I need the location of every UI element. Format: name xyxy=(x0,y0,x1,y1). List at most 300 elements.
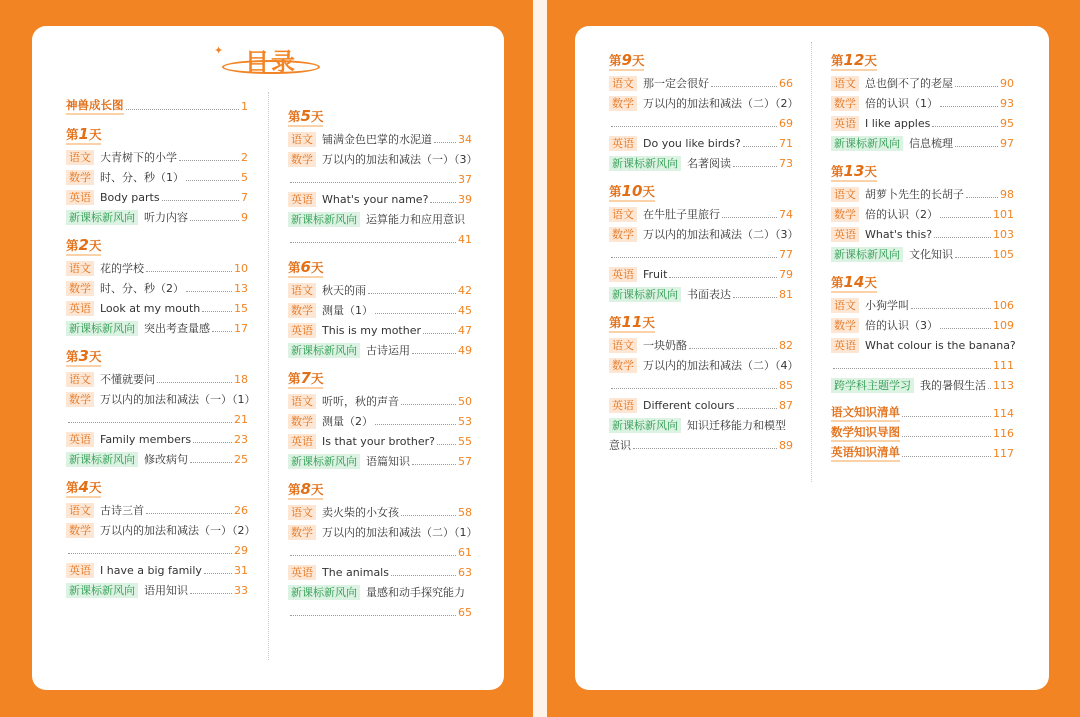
subject-tag: 语文 xyxy=(66,150,94,165)
toc-entry[interactable] xyxy=(66,449,248,469)
subject-tag: 语文 xyxy=(66,372,94,387)
toc-entry[interactable] xyxy=(609,244,793,264)
entry-title: 语篇知识 xyxy=(366,455,410,468)
entry-title: 总也倒不了的老屋 xyxy=(865,77,953,90)
entry-title: What's this? xyxy=(865,227,933,241)
toc-entry[interactable] xyxy=(66,500,248,520)
dot-leader xyxy=(940,106,998,107)
entry-title: Fruit xyxy=(643,267,668,281)
entry-title: 倍的认识（2） xyxy=(865,208,938,221)
page-number: 7 xyxy=(241,190,248,204)
appendix-label: 英语知识清单 xyxy=(831,444,900,462)
subject-tag: 语文 xyxy=(66,503,94,518)
subject-tag: 新课标新风向 xyxy=(831,136,903,151)
dot-leader xyxy=(193,442,232,443)
day-number: 6 xyxy=(300,258,311,276)
toc-entry[interactable] xyxy=(831,113,1014,133)
subject-tag: 语文 xyxy=(609,207,637,222)
page-number: 45 xyxy=(458,303,472,317)
entry-title: 万以内的加法和减法（二）（1） xyxy=(322,526,478,539)
page-number: 114 xyxy=(993,406,1014,420)
toc-entry[interactable] xyxy=(288,562,472,582)
subject-tag: 新课标新风向 xyxy=(609,287,681,302)
subject-tag: 新课标新风向 xyxy=(288,454,360,469)
toc-entry[interactable] xyxy=(288,522,478,542)
dot-leader xyxy=(955,257,991,258)
page-number: 103 xyxy=(993,227,1014,241)
day-heading: 第7天 xyxy=(288,369,324,387)
dot-leader xyxy=(190,462,232,463)
page-number: 101 xyxy=(993,207,1014,221)
toc-entry[interactable] xyxy=(609,335,793,355)
entry-title: What's your name? xyxy=(322,192,429,206)
dot-leader xyxy=(902,436,991,437)
subject-tag: 数学 xyxy=(288,525,316,540)
dot-leader xyxy=(722,217,777,218)
page-number: 73 xyxy=(779,156,793,170)
toc-entry[interactable] xyxy=(66,520,256,540)
day-number: 4 xyxy=(78,478,89,496)
page-number: 18 xyxy=(234,372,248,386)
page-number: 2 xyxy=(241,150,248,164)
dot-leader xyxy=(611,126,777,127)
day-number: 12 xyxy=(843,51,865,69)
toc-entry[interactable] xyxy=(609,204,793,224)
subject-tag: 数学 xyxy=(831,207,859,222)
subject-tag: 语文 xyxy=(66,261,94,276)
toc-entry[interactable] xyxy=(66,389,256,409)
dot-leader xyxy=(190,220,239,221)
toc-entry[interactable] xyxy=(66,207,248,227)
dot-leader xyxy=(611,257,777,258)
page-number: 42 xyxy=(458,283,472,297)
dot-leader xyxy=(743,146,777,147)
subject-tag: 新课标新风向 xyxy=(66,452,138,467)
dot-leader xyxy=(126,109,240,110)
toc-entry[interactable] xyxy=(288,391,472,411)
entry-title: 测量（1） xyxy=(322,304,373,317)
page-number: 37 xyxy=(458,172,472,186)
subject-tag: 数学 xyxy=(66,281,94,296)
dot-leader xyxy=(611,388,777,389)
dot-leader xyxy=(412,353,456,354)
toc-entry[interactable] xyxy=(66,369,248,389)
dot-leader xyxy=(179,160,239,161)
subject-tag: 英语 xyxy=(288,192,316,207)
page-number: 82 xyxy=(779,338,793,352)
book-spine xyxy=(533,0,547,717)
dot-leader xyxy=(290,242,456,243)
subject-tag: 数学 xyxy=(288,303,316,318)
toc-entry[interactable] xyxy=(609,133,793,153)
page-number: 55 xyxy=(458,434,472,448)
dot-leader xyxy=(934,237,991,238)
page-number: 13 xyxy=(234,281,248,295)
page-number: 113 xyxy=(993,378,1014,392)
subject-tag: 数学 xyxy=(288,152,316,167)
day-heading: 第5天 xyxy=(288,107,324,125)
page-number: 39 xyxy=(458,192,472,206)
subject-tag: 英语 xyxy=(609,267,637,282)
appendix-label: 数学知识导图 xyxy=(831,424,900,442)
toc-entry[interactable] xyxy=(831,133,1014,153)
page-number: 65 xyxy=(458,605,472,619)
page-number: 58 xyxy=(458,505,472,519)
toc-entry[interactable] xyxy=(609,435,793,455)
toc-entry[interactable] xyxy=(831,355,1014,375)
toc-entry[interactable] xyxy=(66,278,248,298)
entry-title: Body parts xyxy=(100,190,160,204)
page-number: 105 xyxy=(993,247,1014,261)
toc-entry[interactable] xyxy=(831,295,1014,315)
entry-title: 突出考查量感 xyxy=(144,322,210,335)
page-number: 87 xyxy=(779,398,793,412)
page-number: 49 xyxy=(458,343,472,357)
entry-title: 倍的认识（3） xyxy=(865,319,938,332)
day-heading: 第6天 xyxy=(288,258,324,276)
left-column-1 xyxy=(66,96,256,600)
subject-tag: 新课标新风向 xyxy=(66,583,138,598)
page-number: 26 xyxy=(234,503,248,517)
column-divider xyxy=(811,42,812,482)
dot-leader xyxy=(186,180,239,181)
toc-entry[interactable] xyxy=(609,395,793,415)
entry-title: 信息梳理 xyxy=(909,137,953,150)
day-heading: 第10天 xyxy=(609,182,655,200)
subject-tag: 英语 xyxy=(66,432,94,447)
entry-title: 古诗三首 xyxy=(100,504,144,517)
toc-title xyxy=(214,42,320,76)
subject-tag: 数学 xyxy=(609,227,637,242)
toc-entry[interactable] xyxy=(831,315,1014,335)
toc-entry[interactable] xyxy=(609,153,793,173)
dot-leader xyxy=(157,382,232,383)
dot-leader xyxy=(186,291,232,292)
page-number: 93 xyxy=(1000,96,1014,110)
page-number: 89 xyxy=(779,438,793,452)
entry-title: 听听，秋的声音 xyxy=(322,395,399,408)
entry-title: 铺满金色巴掌的水泥道 xyxy=(322,133,432,146)
right-column-1 xyxy=(609,42,799,455)
entry-title: 在牛肚子里旅行 xyxy=(643,208,720,221)
dot-leader xyxy=(633,448,777,449)
day-heading: 第13天 xyxy=(831,162,877,180)
toc-entry[interactable] xyxy=(66,429,248,449)
subject-tag: 语文 xyxy=(831,76,859,91)
dot-leader xyxy=(940,328,991,329)
column-divider xyxy=(268,92,269,660)
toc-entry[interactable] xyxy=(288,209,472,229)
page-title: 目录 xyxy=(245,48,297,76)
dot-leader xyxy=(733,166,777,167)
toc-entry[interactable] xyxy=(288,189,472,209)
entry-title: Different colours xyxy=(643,398,735,412)
entry-title: Do you like birds? xyxy=(643,136,741,150)
subject-tag: 语文 xyxy=(288,394,316,409)
dot-leader xyxy=(162,200,239,201)
subject-tag: 新课标新风向 xyxy=(288,212,360,227)
entry-title: Look at my mouth xyxy=(100,301,201,315)
entry-title: What colour is the banana? xyxy=(865,338,1016,352)
toc-entry[interactable] xyxy=(66,318,248,338)
subject-tag: 英语 xyxy=(66,301,94,316)
subject-tag: 英语 xyxy=(288,565,316,580)
dot-leader xyxy=(940,217,991,218)
right-column-2 xyxy=(831,42,1014,463)
day-heading: 第8天 xyxy=(288,480,324,498)
toc-entry[interactable] xyxy=(288,229,472,249)
toc-entry[interactable] xyxy=(609,73,793,93)
subject-tag: 语文 xyxy=(288,283,316,298)
page-number: 97 xyxy=(1000,136,1014,150)
entry-title: 万以内的加法和减法（二）（2） xyxy=(643,97,799,110)
toc-entry[interactable] xyxy=(288,411,472,431)
entry-title: 运算能力和应用意识 xyxy=(366,213,465,226)
day-heading: 第3天 xyxy=(66,347,102,365)
subject-tag: 语文 xyxy=(831,298,859,313)
dot-leader xyxy=(902,416,991,417)
dot-leader xyxy=(689,348,777,349)
dot-leader xyxy=(190,593,232,594)
toc-entry[interactable] xyxy=(288,582,472,602)
toc-entry-appendix[interactable] xyxy=(831,403,1014,423)
subject-tag: 英语 xyxy=(831,227,859,242)
entry-title: I like apples xyxy=(865,116,931,130)
page-number: 25 xyxy=(234,452,248,466)
toc-entry[interactable] xyxy=(66,409,248,429)
entry-title: 书面表达 xyxy=(687,288,731,301)
page-number: 15 xyxy=(234,301,248,315)
toc-entry[interactable] xyxy=(66,187,248,207)
day-heading: 第11天 xyxy=(609,313,655,331)
page-number: 109 xyxy=(993,318,1014,332)
day-number: 8 xyxy=(300,480,311,498)
subject-tag: 语文 xyxy=(609,76,637,91)
page-number: 5 xyxy=(241,170,248,184)
subject-tag: 语文 xyxy=(288,505,316,520)
toc-entry[interactable] xyxy=(831,73,1014,93)
toc-entry[interactable] xyxy=(288,169,472,189)
toc-entry[interactable] xyxy=(609,355,799,375)
entry-title: 时、分、秒（2） xyxy=(100,282,184,295)
day-heading: 第2天 xyxy=(66,236,102,254)
entry-title: 量感和动手探究能力 xyxy=(366,586,465,599)
entry-title: 古诗运用 xyxy=(366,344,410,357)
entry-title: Family members xyxy=(100,432,192,446)
entry-title: 胡萝卜先生的长胡子 xyxy=(865,188,964,201)
day-number: 14 xyxy=(843,273,865,291)
entry-title: Is that your brother? xyxy=(322,434,435,448)
toc-entry[interactable] xyxy=(831,93,1014,113)
dot-leader xyxy=(290,182,456,183)
toc-entry[interactable] xyxy=(288,602,472,622)
dot-leader xyxy=(412,464,456,465)
page-number: 23 xyxy=(234,432,248,446)
subject-tag: 数学 xyxy=(831,96,859,111)
subject-tag: 跨学科主题学习 xyxy=(831,378,914,393)
dot-leader xyxy=(669,277,777,278)
entry-title: 大青树下的小学 xyxy=(100,151,177,164)
entry-title: 小狗学叫 xyxy=(865,299,909,312)
dot-leader xyxy=(430,202,456,203)
dot-leader xyxy=(711,86,777,87)
page-number: 57 xyxy=(458,454,472,468)
dot-leader xyxy=(146,513,232,514)
page-number: 41 xyxy=(458,232,472,246)
toc-entry[interactable] xyxy=(288,340,472,360)
page-number: 81 xyxy=(779,287,793,301)
toc-entry[interactable] xyxy=(66,167,248,187)
dot-leader xyxy=(423,333,456,334)
day-number: 11 xyxy=(621,313,643,331)
day-heading: 第1天 xyxy=(66,125,102,143)
dot-leader xyxy=(68,553,232,554)
subject-tag: 英语 xyxy=(609,136,637,151)
page-number: 74 xyxy=(779,207,793,221)
entry-title: 名著阅读 xyxy=(687,157,731,170)
subject-tag: 数学 xyxy=(66,170,94,185)
subject-tag: 英语 xyxy=(288,434,316,449)
subject-tag: 英语 xyxy=(66,190,94,205)
dot-leader xyxy=(437,444,456,445)
entry-title: 时、分、秒（1） xyxy=(100,171,184,184)
subject-tag: 数学 xyxy=(66,392,94,407)
toc-entry[interactable] xyxy=(831,224,1014,244)
toc-entry[interactable] xyxy=(66,147,248,167)
toc-entry[interactable] xyxy=(66,298,248,318)
dot-leader xyxy=(434,142,456,143)
day-number: 10 xyxy=(621,182,643,200)
toc-entry[interactable] xyxy=(288,149,478,169)
toc-entry[interactable] xyxy=(831,184,1014,204)
page-number: 116 xyxy=(993,426,1014,440)
toc-entry[interactable] xyxy=(66,540,248,560)
dot-leader xyxy=(955,146,998,147)
subject-tag: 新课标新风向 xyxy=(288,343,360,358)
page-number: 98 xyxy=(1000,187,1014,201)
entry-title: 测量（2） xyxy=(322,415,373,428)
subject-tag: 新课标新风向 xyxy=(609,156,681,171)
toc-entry-appendix[interactable] xyxy=(831,423,1014,443)
dot-leader xyxy=(955,86,998,87)
page-number: 95 xyxy=(1000,116,1014,130)
page-number: 111 xyxy=(993,358,1014,372)
page-number: 17 xyxy=(234,321,248,335)
left-page xyxy=(32,26,504,690)
entry-title: 我的暑假生活 xyxy=(920,379,986,392)
page-number: 90 xyxy=(1000,76,1014,90)
day-number: 2 xyxy=(78,236,89,254)
day-number: 1 xyxy=(78,125,89,143)
dot-leader xyxy=(911,308,991,309)
toc-entry[interactable] xyxy=(831,335,1014,355)
toc-entry[interactable] xyxy=(609,264,793,284)
toc-entry[interactable] xyxy=(288,320,472,340)
subject-tag: 数学 xyxy=(831,318,859,333)
toc-entry[interactable] xyxy=(831,375,1014,395)
left-column-2 xyxy=(288,98,478,622)
subject-tag: 新课标新风向 xyxy=(288,585,360,600)
day-number: 13 xyxy=(843,162,865,180)
dot-leader xyxy=(146,271,232,272)
subject-tag: 新课标新风向 xyxy=(831,247,903,262)
page-number: 10 xyxy=(234,261,248,275)
subject-tag: 新课标新风向 xyxy=(66,210,138,225)
entry-title: 那一定会很好 xyxy=(643,77,709,90)
dot-leader xyxy=(932,126,998,127)
toc-entry-appendix[interactable] xyxy=(831,443,1014,463)
entry-title: I have a big family xyxy=(100,563,202,577)
entry-title: 文化知识 xyxy=(909,248,953,261)
entry-title: 万以内的加法和减法（一）（3） xyxy=(322,153,478,166)
dot-leader xyxy=(290,555,456,556)
toc-entry[interactable] xyxy=(288,280,472,300)
entry-title: 万以内的加法和减法（二）（4） xyxy=(643,359,799,372)
day-number: 7 xyxy=(300,369,311,387)
toc-entry[interactable] xyxy=(288,431,472,451)
toc-entry[interactable] xyxy=(609,284,793,304)
page-number: 47 xyxy=(458,323,472,337)
page-number: 79 xyxy=(779,267,793,281)
subject-tag: 语文 xyxy=(831,187,859,202)
toc-entry[interactable] xyxy=(66,560,248,580)
toc-entry[interactable] xyxy=(831,204,1014,224)
toc-entry-intro[interactable] xyxy=(66,96,248,116)
intro-label: 神兽成长图 xyxy=(66,97,124,115)
entry-title: 一块奶酪 xyxy=(643,339,687,352)
dot-leader xyxy=(733,297,777,298)
toc-entry[interactable] xyxy=(288,129,472,149)
toc-entry[interactable] xyxy=(66,580,248,600)
page-number: 9 xyxy=(241,210,248,224)
toc-entry[interactable] xyxy=(609,93,799,113)
day-heading: 第9天 xyxy=(609,51,645,69)
page-number: 71 xyxy=(779,136,793,150)
toc-entry[interactable] xyxy=(609,224,799,244)
subject-tag: 语文 xyxy=(609,338,637,353)
page-number: 117 xyxy=(993,446,1014,460)
toc-entry[interactable] xyxy=(288,542,472,562)
entry-title: 不懂就要问 xyxy=(100,373,155,386)
toc-entry[interactable] xyxy=(66,258,248,278)
dot-leader xyxy=(290,615,456,616)
subject-tag: 英语 xyxy=(288,323,316,338)
subject-tag: 数学 xyxy=(609,96,637,111)
toc-entry[interactable] xyxy=(288,502,472,522)
toc-entry[interactable] xyxy=(288,300,472,320)
dot-leader xyxy=(966,197,998,198)
entry-title: 听力内容 xyxy=(144,211,188,224)
dot-leader xyxy=(68,422,232,423)
dot-leader xyxy=(737,408,778,409)
page-number: 106 xyxy=(993,298,1014,312)
entry-title: 万以内的加法和减法（一）（2） xyxy=(100,524,256,537)
page-number: 85 xyxy=(779,378,793,392)
subject-tag: 新课标新风向 xyxy=(609,418,681,433)
subject-tag: 英语 xyxy=(831,338,859,353)
toc-entry[interactable] xyxy=(831,244,1014,264)
entry-title: 万以内的加法和减法（一）（1） xyxy=(100,393,256,406)
toc-entry[interactable] xyxy=(609,375,793,395)
day-number: 3 xyxy=(78,347,89,365)
toc-entry[interactable] xyxy=(609,113,793,133)
entry-title: 花的学校 xyxy=(100,262,144,275)
entry-title: The animals xyxy=(322,565,389,579)
toc-entry[interactable] xyxy=(288,451,472,471)
toc-entry[interactable] xyxy=(609,415,793,435)
dot-leader xyxy=(212,331,232,332)
page-number: 21 xyxy=(234,412,248,426)
